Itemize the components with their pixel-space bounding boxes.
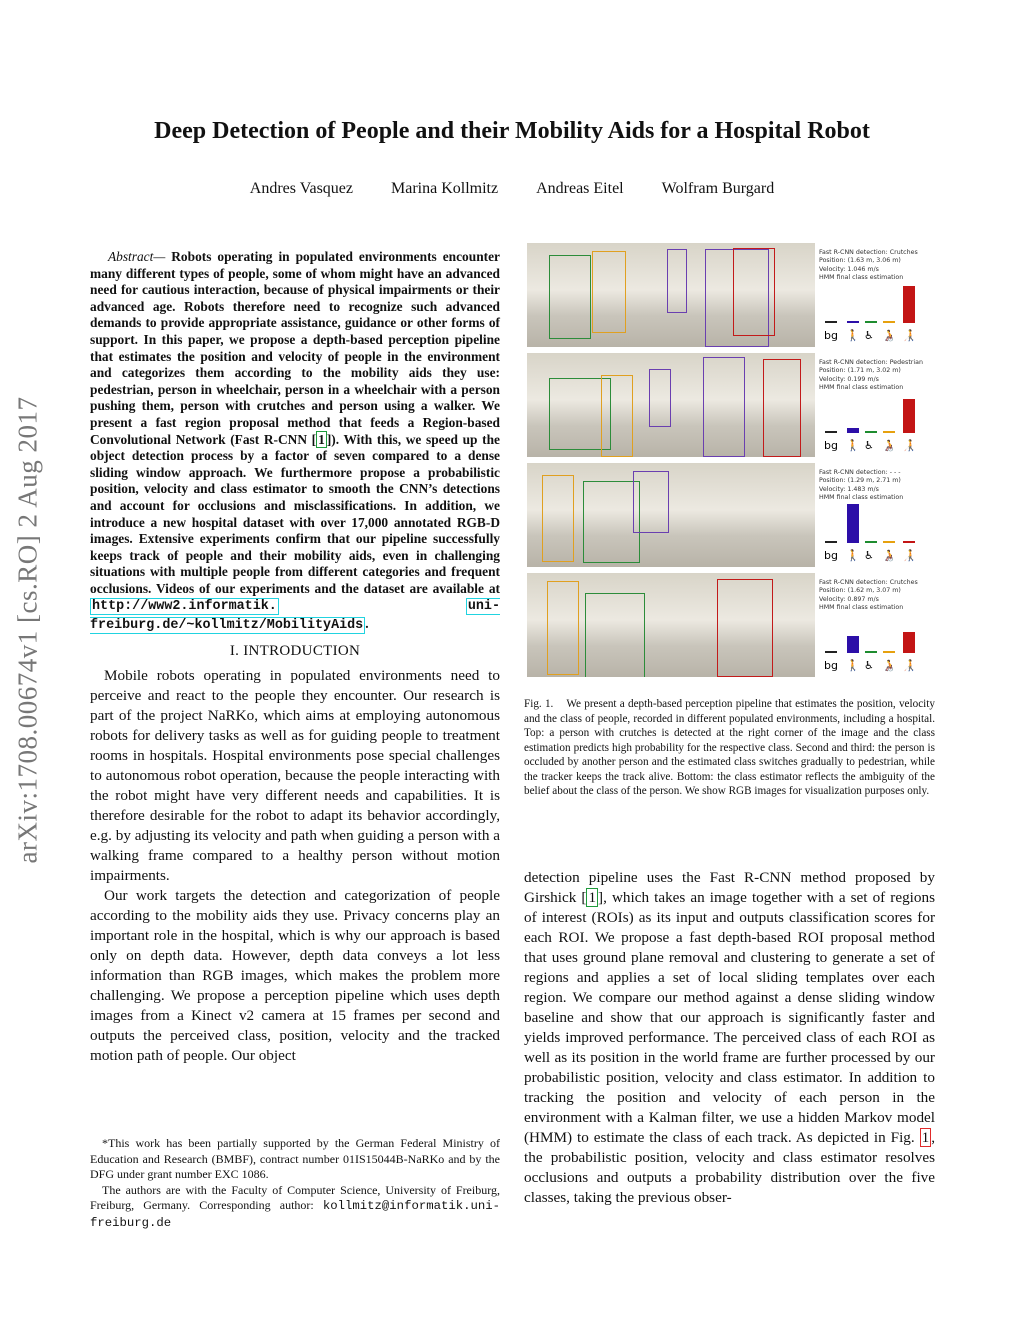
author-3: Andreas Eitel [536, 180, 624, 197]
abstract-label: Abstract [107, 249, 154, 264]
intro-paragraph-2: Our work targets the detection and categorization of people according to the mobility aids they use. Privacy concerns play an important role in the hospital, which is why our approach is based only on depth data. However, depth data conveys a lot less information than RGB images, which makes the problem more challenging. We propose a perception pipeline which uses depth images from a Kinect v2 camera at 15 frames per second and outputs the perceived class, position, velocity and the tracked motion path of people. Our object [90, 886, 500, 1064]
detection-box [633, 471, 669, 533]
right-text-3: , the probabilistic position, velocity and class estimator resolves occlusions and outputs a probability distribution over the five classes, taking the previous obser- [524, 1129, 935, 1206]
probability-bar [883, 321, 895, 323]
rgb-image [527, 243, 815, 347]
arxiv-sidebar [8, 300, 48, 960]
detection-box [542, 475, 574, 562]
detection-box [601, 375, 633, 457]
probability-bar [825, 321, 837, 323]
class-icon: 🧑‍🦽 [882, 329, 896, 342]
probability-bar [903, 399, 915, 433]
probability-bar [847, 504, 859, 543]
probability-bar [825, 431, 837, 433]
author-2: Marina Kollmitz [391, 180, 499, 197]
author-4: Wolfram Burgard [661, 180, 775, 197]
class-icon: ♿ [864, 549, 874, 562]
right-column [524, 868, 935, 1208]
class-icon: 🧑‍🦽 [882, 549, 896, 562]
citation-link[interactable]: 1 [318, 431, 325, 447]
probability-bar [883, 651, 895, 653]
author-email: kollmitz@informatik.uni-freiburg.de [90, 1199, 500, 1230]
class-icon: 🧑‍🦯 [902, 659, 916, 672]
velocity-readout: Velocity: 1.046 m/s [819, 265, 879, 273]
detection-readout: Fast R-CNN detection: Crutches [819, 579, 918, 586]
hmm-label: HMM final class estimation [819, 603, 904, 611]
right-text-1: detection pipeline uses the Fast R-CNN method proposed by Girshick [ [524, 869, 935, 906]
rgb-image [527, 353, 815, 457]
probability-bar [883, 541, 895, 543]
probability-bar [903, 632, 915, 653]
detection-box [733, 248, 775, 336]
detection-box [703, 357, 745, 457]
class-icon: ♿ [864, 439, 874, 452]
hmm-label: HMM final class estimation [819, 493, 904, 501]
arxiv-id: arXiv:1708.00674v1 [cs.RO] 2 Aug 2017 [12, 396, 43, 864]
class-icon: 🚶 [846, 549, 860, 562]
class-icon: 🚶 [846, 439, 860, 452]
detection-readout: Fast R-CNN detection: Crutches [819, 249, 918, 256]
probability-bar [825, 651, 837, 653]
caption-text: We present a depth-based perception pipeline that estimates the position, velocity and the class of people, recorded in different populated environments, including a hospital. Top: a person with crutches is detected at the right corner of the image and the class estimation predicts high probability for the respective class. Second and third: the person is occluded by another person and the estimated class switches gradually to pedestrian, while the tracker keeps the track alive. Bottom: the class estimator reflects the ambiguity of the belief about the class of the person. We show RGB images for visualization purposes only. [524, 698, 935, 797]
class-estimation-panel [817, 463, 935, 567]
probability-bar [865, 321, 877, 323]
figure-panel [527, 463, 935, 567]
figure-caption [524, 697, 935, 799]
dataset-url-link-2[interactable]: uni-freiburg.de/~kollmitz/MobilityAids [90, 599, 500, 634]
rgb-image [527, 463, 815, 567]
detection-box [717, 579, 773, 677]
detection-readout: Fast R-CNN detection: Pedestrian [819, 359, 923, 366]
class-icon: ♿ [864, 659, 874, 672]
position-readout: Position: (1.71 m, 3.02 m) [819, 367, 901, 375]
class-icon: 🚶 [846, 329, 860, 342]
footnote-affiliation-text: The authors are with the Faculty of Computer Science, University of Freiburg, Freiburg, Germany. Corresponding author: [90, 1182, 500, 1213]
rgb-image [527, 573, 815, 677]
figure-reference-link[interactable]: 1 [921, 1129, 930, 1146]
right-text-2: ], which takes an image together with a set of regions of interest (ROIs) as its input and outputs classification scores for each ROI. We propose a fast depth-based ROI proposal method that uses ground plane removal and clustering to generate a set of regions and applies a set of local sliding templates over each region. We compare our method against a dense sliding window baseline and show that our approach is significantly faster and yields improved performance. The perceived class of each ROI as well as its position in the world frame are further processed by our probabilistic position, velocity and class estimator. In addition to tracking the position and velocity of each person in the environment with a Kalman filter, we use a hidden Markov model (HMM) to estimate the class of each track. As depicted in Fig. [524, 889, 935, 1146]
figure-panel [527, 243, 935, 347]
figure-panel [527, 353, 935, 457]
probability-bar [847, 321, 859, 323]
figure-panel [527, 573, 935, 677]
class-icon: 🧑‍🦯 [902, 439, 916, 452]
probability-bar [865, 541, 877, 543]
background-class-label: bg [824, 439, 838, 452]
abstract-text-2: ]). With this, we speed up the object detection process by a factor of seven compared to a dense sliding window approach. We furthermore propose a probabilistic position, velocity and class estimator to smooth the CNN’s detections and account for occlusions and misclassifications. In addition, we introduce a new hospital dataset with over 17,000 annotated RGB-D images. Extensive experiments confirm that our pipeline successfully keeps track of people and their mobility aids, even in challenging situations with multiple people from different categories and frequent occlusions. Videos of our experiments and the dataset are available at [90, 431, 500, 596]
section-heading: I. INTRODUCTION [229, 642, 361, 659]
abstract-text: Robots operating in populated environments encounter many different types of people, some of whom might have an advanced need for cautious interaction, because of physical impairments or their advanced age. Robots therefore need to recognize such advanced demands to provide appropriate assistance, guidance or other forms of support. In this paper, we propose a depth-based perception pipeline that estimates the position and velocity of people in the environment and categorizes them according to the mobility aids they use: pedestrian, person in wheelchair, person in a wheelchair with a person pushing them, person with crutches and person using a walker. We present a fast region proposal method that feeds a Region-based Convolutional Network (Fast R-CNN [ [90, 249, 500, 447]
class-icon: 🧑‍🦯 [902, 549, 916, 562]
class-icon: 🚶 [846, 659, 860, 672]
dataset-url-link[interactable]: http://www2.informatik. [92, 599, 277, 615]
class-icon: 🧑‍🦯 [902, 329, 916, 342]
intro-paragraph-1: Mobile robots operating in populated environments need to perceive and react to the people they encounter. Our research is part of the project NaRKo, which aims at employing autonomous robots for delivery tasks as well as for guiding people to treatment rooms in hospitals. Hospital environments pose special challenges to autonomous robot operation, because the people interacting with the robot might have very different needs and capabilities. It is therefore desirable for the robot to adapt its behavior accordingly, e.g. by adjusting its velocity and path when guiding a person with a walking frame compared to a healthy person without motion impairments. [90, 666, 500, 884]
class-icon: ♿ [864, 329, 874, 342]
background-class-label: bg [824, 329, 838, 342]
probability-bar [903, 286, 915, 323]
figure-1 [527, 243, 935, 678]
class-estimation-panel [817, 353, 935, 457]
position-readout: Position: (1.29 m, 2.71 m) [819, 477, 901, 485]
abstract: Abstract— Robots operating in populated environments encounter many different types of people, some of whom might have an advanced need for cautious interaction, because of physical impairments or their advanced age. Robots therefore need to recognize such advanced demands to provide appropriate assistance, guidance or other forms of support. In this paper, we propose a depth-based perception pipeline that estimates the position and velocity of people in the environment and categorizes them according to the mobility aids they use: pedestrian, person in wheelchair, person in a wheelchair with a person pushing them, person with crutches and person using a walker. We present a fast region proposal method that feeds a Region-based Convolutional Network (Fast R-CNN [ 1 ]). With this, we speed up the object detection process by a factor of seven compared to a dense sliding window approach. We furthermore propose a probabilistic position, velocity and class estimator to smooth the CNN’s detections and account for occlusions and misclassifications. In addition, we introduce a new hospital dataset with over 17,000 annotated RGB-D images. Extensive experiments confirm that our pipeline successfully keeps track of people and their mobility aids, even in challenging situations with multiple people from different categories and frequent occlusions. Videos of our experiments and the dataset are available at http://www2.informatik. uni-freiburg.de/~kollmitz/MobilityAids . [90, 249, 500, 634]
probability-bar [865, 651, 877, 653]
probability-bar [865, 431, 877, 433]
class-icon: 🧑‍🦽 [882, 659, 896, 672]
probability-bar [847, 428, 859, 433]
detection-box [649, 369, 671, 427]
probability-bar [825, 541, 837, 543]
footnote [90, 1136, 500, 1232]
detection-box [763, 359, 801, 457]
class-icon: 🧑‍🦽 [882, 439, 896, 452]
detection-box [549, 255, 591, 339]
probability-bar [903, 541, 915, 543]
hmm-label: HMM final class estimation [819, 383, 904, 391]
footnote-funding: *This work has been partially supported by the German Federal Ministry of Education and Research (BMBF), contract number 01IS15044B-NaRKo and by the DFG under grant number EXC 1086. [90, 1136, 500, 1182]
velocity-readout: Velocity: 1.483 m/s [819, 485, 879, 493]
citation-link-girshick[interactable]: 1 [588, 889, 597, 906]
probability-bar [883, 431, 895, 433]
left-column [90, 249, 500, 1066]
abstract-end: . [365, 616, 369, 632]
detection-box [585, 593, 645, 677]
background-class-label: bg [824, 549, 838, 562]
author-list [0, 180, 1024, 198]
detection-box [583, 481, 640, 563]
class-estimation-panel [817, 573, 935, 677]
right-paragraph [524, 868, 935, 1208]
velocity-readout: Velocity: 0.199 m/s [819, 375, 879, 383]
paper-title: Deep Detection of People and their Mobility Aids for a Hospital Robot [154, 118, 870, 144]
hmm-label: HMM final class estimation [819, 273, 904, 281]
class-estimation-panel [817, 243, 935, 347]
position-readout: Position: (1.63 m, 3.06 m) [819, 257, 901, 265]
footnote-affiliation [90, 1183, 500, 1232]
background-class-label: bg [824, 659, 838, 672]
detection-readout: Fast R-CNN detection: - - - [819, 469, 901, 476]
detection-box [592, 251, 626, 333]
author-1: Andres Vasquez [249, 180, 353, 197]
probability-bar [847, 636, 859, 653]
detection-box [667, 249, 687, 313]
position-readout: Position: (1.62 m, 3.07 m) [819, 587, 901, 595]
detection-box [547, 581, 579, 675]
caption-label: Fig. 1. [524, 698, 554, 710]
velocity-readout: Velocity: 0.897 m/s [819, 595, 879, 603]
